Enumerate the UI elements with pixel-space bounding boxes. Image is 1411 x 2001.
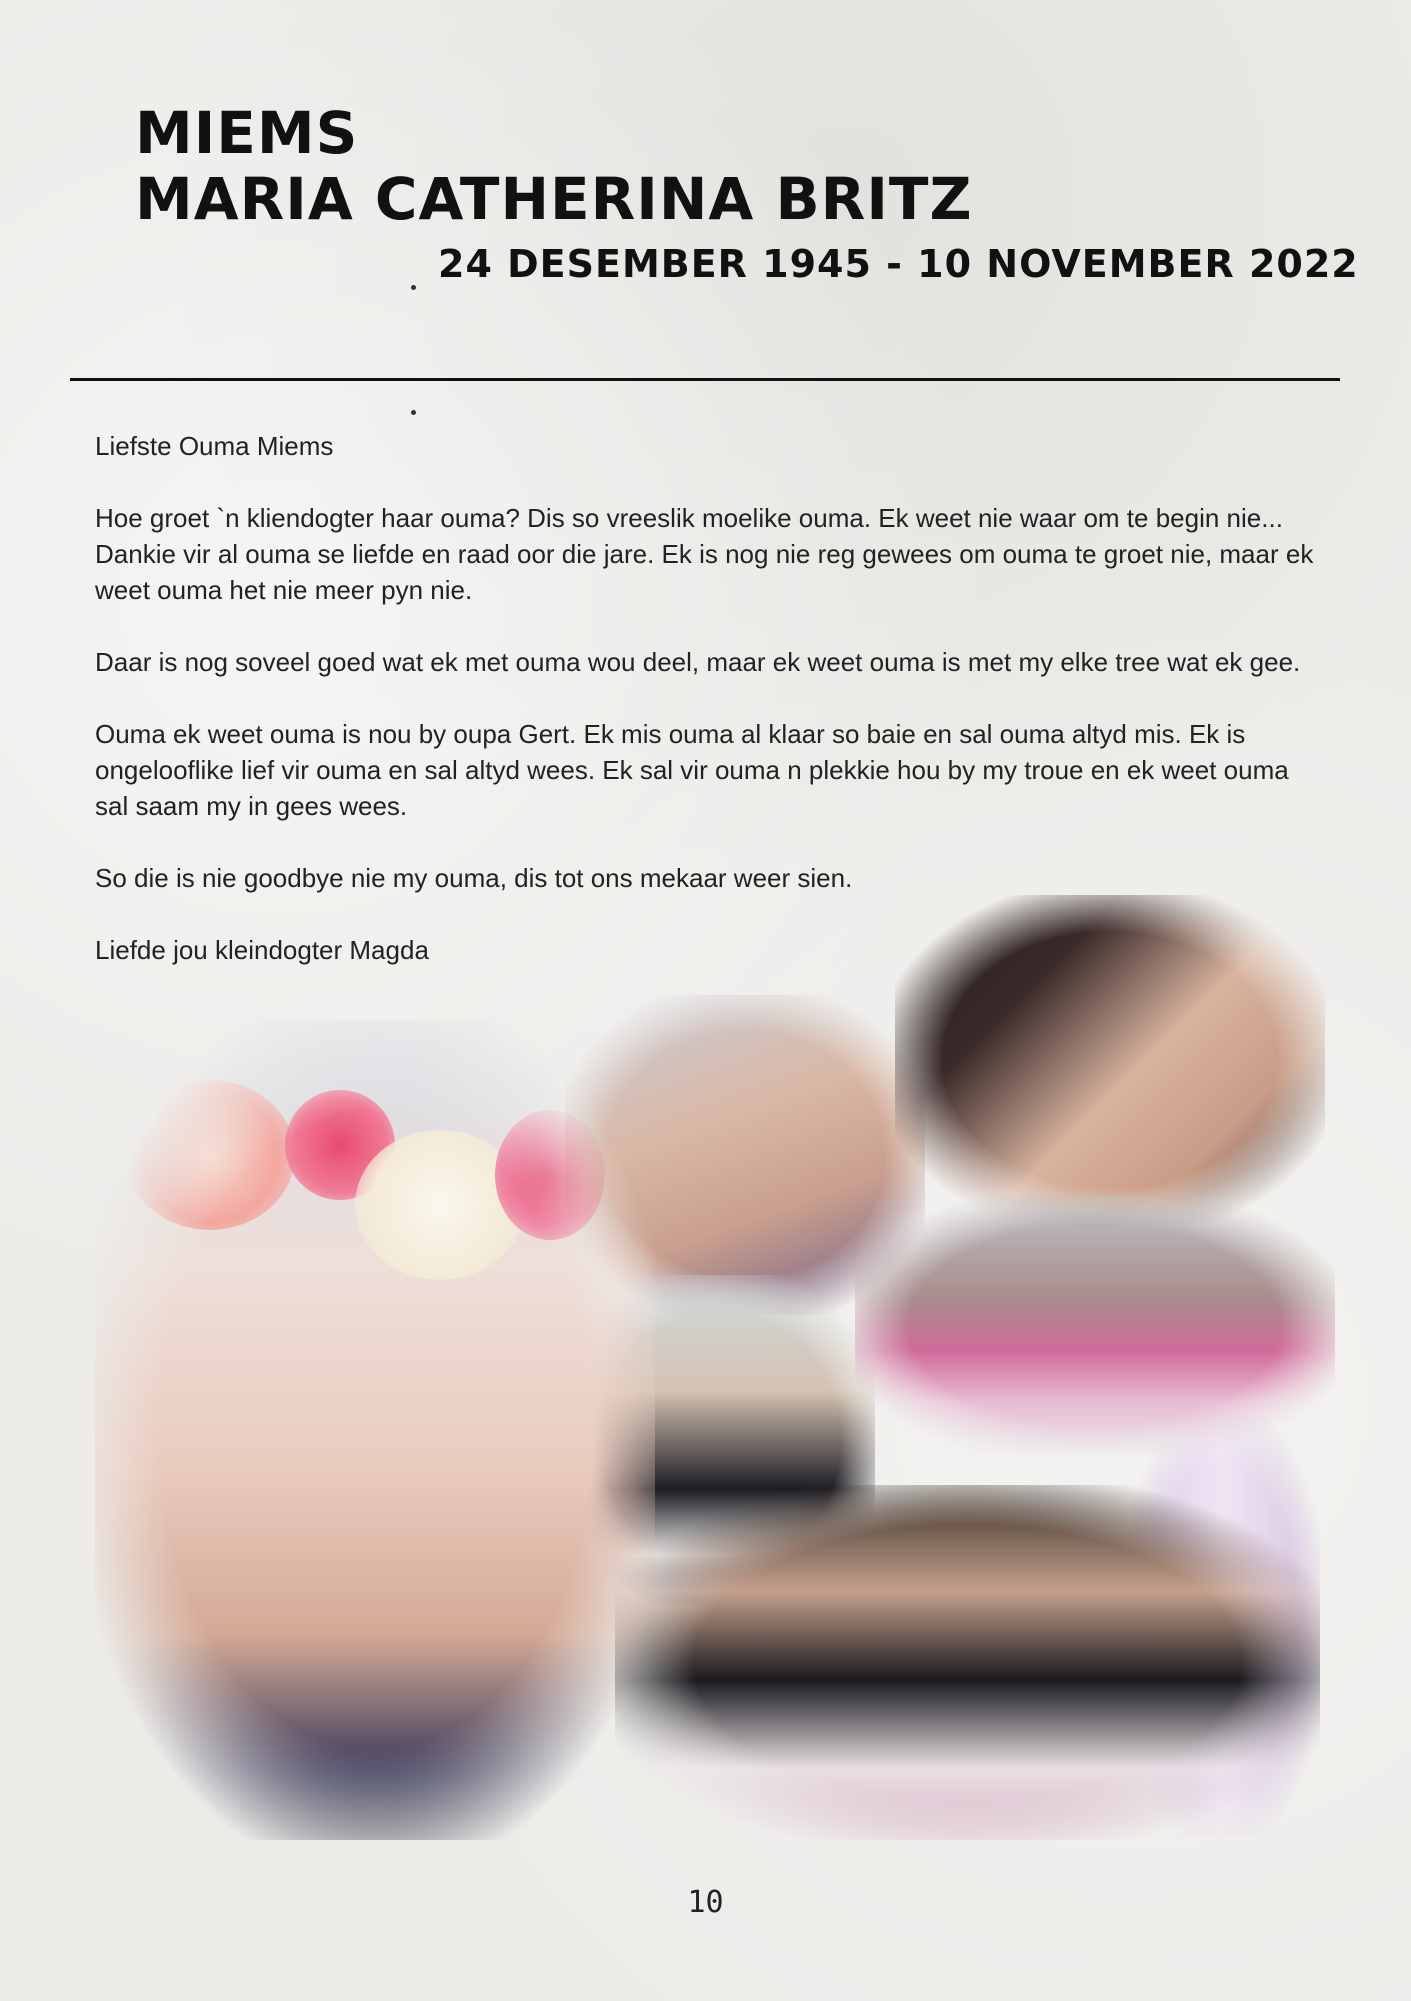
flower-icon: [125, 1080, 295, 1230]
full-name-title: MARIA CATHERINA BRITZ: [135, 165, 973, 233]
letter-paragraph: Hoe groet `n kliendogter haar ouma? Dis so vreeslik moelike ouma. Ek weet nie waar om te begin nie... Dankie vir al ouma se liefde en raad oor die jare. Ek is nog nie reg gewees om ouma te groet nie, maar ek weet ouma het nie meer pyn nie.: [95, 503, 1314, 605]
nickname-title: MIEMS: [135, 99, 359, 167]
selfie-photo: [895, 895, 1325, 1225]
flower-icon: [495, 1110, 605, 1240]
letter-paragraph: Ouma ek weet ouma is nou by oupa Gert. Ek mis ouma al klaar so baie en sal ouma altyd mis. Ek is ongelooflike lief vir ouma en sal altyd wees. Ek sal vir ouma n plekkie hou by my troue en ek weet ouma sal saam my in gees wees.: [95, 719, 1289, 821]
letter-greeting: Liefste Ouma Miems: [95, 431, 334, 461]
blanket-photo: [855, 1195, 1335, 1455]
speck: [411, 285, 416, 290]
letter-paragraph: So die is nie goodbye nie my ouma, dis tot ons mekaar weer sien.: [95, 863, 853, 893]
header: [135, 100, 973, 232]
flower-crown-portrait-photo: [95, 1020, 655, 1840]
life-dates: 24 DESEMBER 1945 - 10 NOVEMBER 2022: [438, 242, 1359, 286]
speck: [411, 410, 416, 415]
divider: [70, 378, 1340, 381]
letter-closing: Liefde jou kleindogter Magda: [95, 935, 429, 965]
knitting-photo: [615, 1485, 1320, 1840]
letter-paragraph: Daar is nog soveel goed wat ek met ouma wou deel, maar ek weet ouma is met my elke tree wat ek gee.: [95, 647, 1301, 677]
page-number: 10: [687, 1885, 724, 1920]
photo-collage: [95, 895, 1320, 1840]
